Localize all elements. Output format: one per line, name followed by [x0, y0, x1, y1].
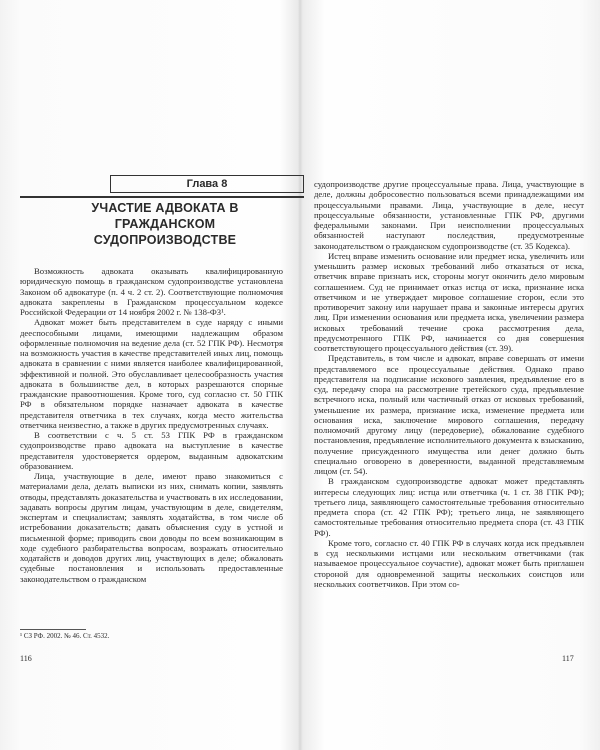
paragraph: Истец вправе изменить основание или предмет иска, увеличить или уменьшить размер исковых требований либо отказаться от иска, ответчик вправе признать иск, стороны могут окончить дело мировым соглашением. Суд не принимает отказ истца от иска, признание иска ответчиком и не утверждает мировое соглашение сторон, если это противоречит закону или нарушает права и законные интересы других лиц. При изменении основания или предмета иска, увеличении размера исковых требований течение срока рассмотрения дела, предусмотренного ГПК РФ, начинается со дня совершения соответствующего процессуального действия (ст. 39). — [314, 250, 584, 353]
chapter-title: УЧАСТИЕ АДВОКАТА В ГРАЖДАНСКОМ СУДОПРОИЗВОДСТВЕ — [91, 201, 239, 247]
paragraph: Представитель, в том числе и адвокат, вправе совершать от имени представляемого все процессуальные действия. Однако право представителя на подписание искового заявления, предъявление его в суд, передачу спора на рассмотрение третейского суда, предъявление встречного иска, полный или частичный отказ от исковых требований, уменьшение их размера, признание иска, изменение предмета или основания иска, заключение мирового соглашения, передачу полномочий другому лицу (передоверие), обжалование судебного постановления, предъявление исполнительного документа к взысканию, получение присужденного имущества или денег должно быть специально оговорено в доверенности, выданной представляемым лицом (ст. 54). — [314, 353, 584, 476]
paragraph: В гражданском судопроизводстве адвокат может представлять интересы следующих лиц: истца или ответчика (ч. 1 ст. 38 ГПК РФ); третьего лица, заявляющего самостоятельные требования относительно предмета спора (ст. 42 ГПК РФ); третьего лица, не заявляющего самостоятельные требования относительно предмета спора (ст. 43 ГПК РФ). — [314, 476, 584, 538]
chapter-rule — [20, 196, 304, 198]
chapter-label: Глава 8 — [110, 175, 304, 193]
page-number-left: 116 — [20, 654, 32, 663]
paragraph: Возможность адвоката оказывать квалифицированную юридическую помощь в гражданском судопроизводстве установлена Законом об адвокатуре (п. 4 ч. 2 ст. 2). Соответствующие полномочия адвоката закреплены в Гражданском процессуальном кодексе Российской Федерации от 14 ноября 2002 г. № 138-ФЗ¹. — [20, 266, 283, 317]
paragraph: Адвокат может быть представителем в суде наряду с иными дееспособными лицами, имеющими надлежащим образом оформленные полномочия на ведение дела (ст. 52 ГПК РФ). Несмотря на возможность участия в качестве представителей иных лиц, помощь адвоката в сравнении с ними является наиболее квалифицированной, эффективной и полной. Это обуславливает целесообразность участия адвоката в большинстве дел, в которых разрешаются спорные гражданские правоотношения. Кроме того, суд согласно ст. 50 ГПК РФ в обязательном порядке назначает адвоката в качестве представителя ответчика в тех случаях, когда место жительства ответчика неизвестно, а также в других предусмотренных случаях. — [20, 317, 283, 430]
page-number-right: 117 — [562, 654, 574, 663]
paragraph: Лица, участвующие в деле, имеют право знакомиться с материалами дела, делать выписки из них, снимать копии, заявлять отводы, представлять доказательства и участвовать в их исследовании, задавать вопросы другим лицам, участвующим в деле, свидетелям, экспертам и специалистам; заявлять ходатайства, в том числе об истребовании доказательств; давать объяснения суду в устной и письменной форме; приводить свои доводы по всем возникающим в ходе судебного разбирательства вопросам, возражать относительно ходатайств и доводов других лиц, участвующих в деле; обжаловать судебные постановления и использовать предоставленные законодательством о гражданском — [20, 471, 283, 584]
right-body-text — [314, 179, 584, 589]
footnote-rule — [20, 629, 86, 630]
footnote: ¹ СЗ РФ. 2002. № 46. Ст. 4532. — [20, 632, 110, 640]
paragraph: Кроме того, согласно ст. 40 ГПК РФ в случаях когда иск предъявлен в суд несколькими истцами или нескольким ответчиками (так называемое процессуальное соучастие), адвокат может быть приглашен стороной для одновременной защиты нескольких соистцов или нескольких соответчиков. При этом со- — [314, 537, 584, 589]
left-body-text — [20, 266, 283, 584]
paragraph: судопроизводстве другие процессуальные права. Лица, участвующие в деле, должны добросовестно пользоваться всеми принадлежащими им процессуальными правами. Лица, участвующие в деле, несут процессуальные обязанности, установленные ГПК РФ, другими федеральными законами. При неисполнении процессуальных обязанностей наступают последствия, предусмотренные законодательством о гражданском судопроизводстве (ст. 35 Кодекса). — [314, 179, 584, 251]
paragraph: В соответствии с ч. 5 ст. 53 ГПК РФ в гражданском судопроизводстве право адвоката на выступление в качестве представителя удостоверяется ордером, выданным адвокатским образованием. — [20, 430, 283, 471]
